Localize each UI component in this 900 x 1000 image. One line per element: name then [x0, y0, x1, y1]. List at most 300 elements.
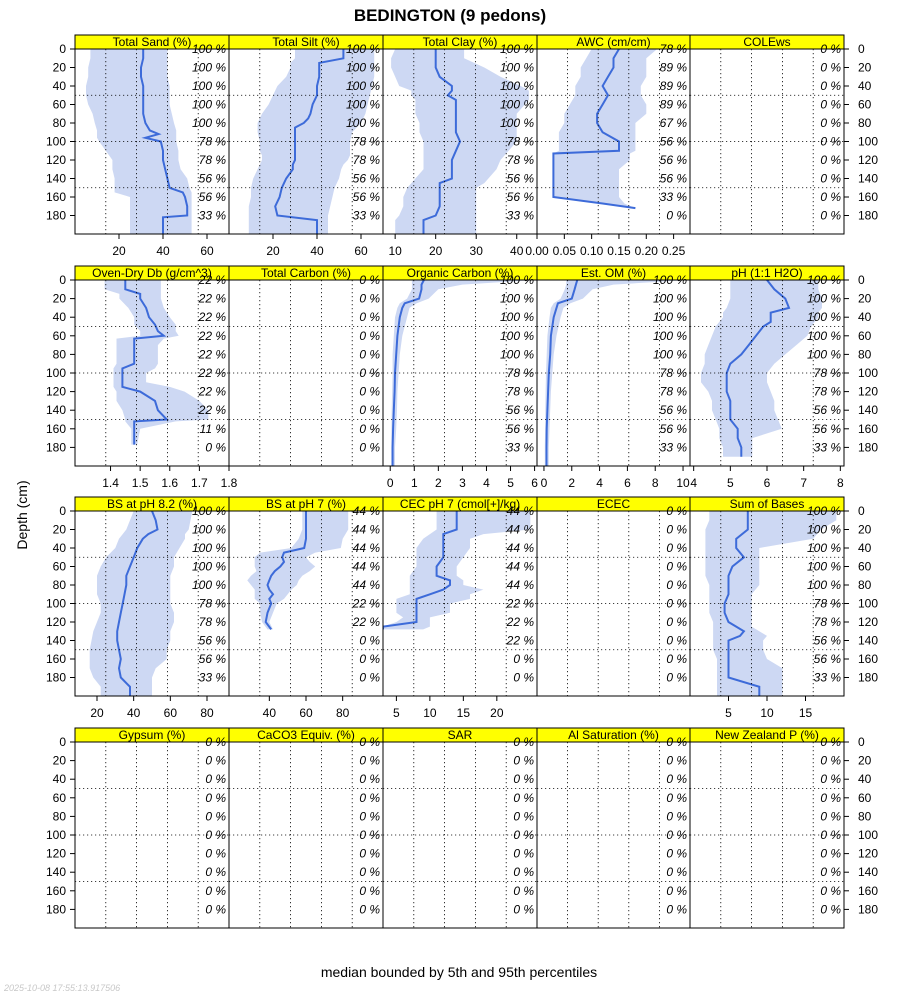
x-tick-label: 40 — [310, 244, 324, 258]
data-coverage-label: 0 % — [205, 790, 226, 805]
x-tick-label: 1 — [410, 476, 418, 490]
x-axis-caption: median bounded by 5th and 95th percentiles — [320, 964, 598, 980]
data-coverage-label: 56 % — [813, 421, 841, 436]
data-coverage-label: 0 % — [205, 883, 226, 898]
data-coverage-label: 44 % — [352, 504, 380, 518]
data-coverage-label: 56 % — [198, 190, 226, 204]
panel — [229, 728, 383, 928]
y-tick-label-right: 180 — [858, 902, 879, 917]
data-coverage-label: 0 % — [820, 735, 841, 749]
data-coverage-label: 100 % — [499, 97, 534, 112]
data-coverage-label: 0 % — [513, 846, 534, 861]
y-tick-label-right: 40 — [858, 772, 872, 787]
data-coverage-label: 0 % — [359, 347, 380, 362]
data-coverage-label: 0 % — [666, 559, 687, 574]
data-coverage-label: 0 % — [666, 883, 687, 898]
panel — [537, 266, 690, 490]
percentile-band — [247, 511, 348, 629]
y-tick-label-right: 160 — [858, 883, 879, 898]
data-coverage-label: 0 % — [666, 596, 687, 611]
data-coverage-label: 0 % — [820, 97, 841, 112]
data-coverage-label: 0 % — [820, 79, 841, 93]
data-coverage-label: 56 % — [659, 171, 687, 186]
data-coverage-label: 0 % — [513, 753, 534, 768]
data-coverage-label: 22 % — [198, 403, 226, 418]
data-coverage-label: 0 % — [359, 366, 380, 380]
x-tick-label: 20 — [112, 244, 126, 258]
data-coverage-label: 0 % — [666, 615, 687, 629]
data-coverage-label: 100 % — [345, 97, 380, 112]
data-coverage-label: 0 % — [513, 670, 534, 685]
y-tick-label-right: 20 — [858, 522, 872, 537]
panel — [75, 497, 229, 720]
x-tick-label: 0.15 — [607, 244, 631, 258]
data-coverage-label: 100 % — [191, 60, 226, 75]
y-tick-label-right: 80 — [858, 578, 872, 592]
data-coverage-label: 22 % — [198, 366, 226, 380]
y-tick-label-right: 60 — [858, 97, 872, 112]
data-coverage-label: 100 % — [806, 328, 841, 343]
data-coverage-label: 0 % — [205, 753, 226, 768]
data-coverage-label: 100 % — [499, 347, 534, 362]
data-coverage-label: 0 % — [513, 883, 534, 898]
panel-strip-label: AWC (cm/cm) — [576, 35, 651, 49]
data-coverage-label: 100 % — [499, 79, 534, 93]
data-coverage-label: 0 % — [666, 504, 687, 518]
x-tick-label: 20 — [490, 706, 504, 720]
data-coverage-label: 44 % — [352, 559, 380, 574]
data-coverage-label: 100 % — [499, 291, 534, 306]
data-coverage-label: 100 % — [499, 328, 534, 343]
panel-strip-label: Est. OM (%) — [580, 266, 647, 280]
y-tick-label-left: 0 — [59, 42, 66, 56]
panel-strip-label: Total Carbon (%) — [260, 266, 352, 280]
data-coverage-label: 100 % — [191, 504, 226, 518]
data-coverage-label: 100 % — [499, 60, 534, 75]
data-coverage-label: 100 % — [345, 79, 380, 93]
data-coverage-label: 56 % — [659, 421, 687, 436]
y-tick-label-left: 140 — [45, 633, 66, 648]
data-coverage-label: 0 % — [820, 828, 841, 842]
y-tick-label-left: 0 — [59, 504, 66, 518]
data-coverage-label: 0 % — [820, 790, 841, 805]
y-tick-label-left: 60 — [52, 97, 66, 112]
x-tick-label: 0.25 — [661, 244, 686, 258]
data-coverage-label: 100 % — [806, 310, 841, 325]
x-tick-label: 60 — [354, 244, 368, 258]
data-coverage-label: 0 % — [820, 883, 841, 898]
x-tick-label: 10 — [388, 244, 402, 258]
data-coverage-label: 100 % — [652, 347, 687, 362]
data-coverage-label: 0 % — [820, 60, 841, 75]
y-tick-label-left: 60 — [52, 559, 66, 574]
x-tick-label: 4 — [596, 476, 603, 490]
data-coverage-label: 56 % — [352, 171, 380, 186]
data-coverage-label: 0 % — [205, 809, 226, 824]
data-coverage-label: 100 % — [191, 97, 226, 112]
y-tick-label-left: 60 — [52, 328, 66, 343]
data-coverage-label: 56 % — [813, 652, 841, 666]
data-coverage-label: 0 % — [666, 541, 687, 555]
data-coverage-label: 56 % — [813, 633, 841, 648]
panel — [75, 728, 229, 928]
y-tick-label-right: 80 — [858, 116, 872, 130]
data-coverage-label: 0 % — [666, 809, 687, 824]
data-coverage-label: 44 % — [506, 578, 534, 592]
y-tick-label-right: 120 — [858, 846, 879, 861]
panel-strip-label: SAR — [447, 728, 473, 742]
data-coverage-label: 0 % — [820, 208, 841, 223]
data-coverage-label: 0 % — [666, 902, 687, 917]
data-coverage-label: 44 % — [506, 541, 534, 555]
y-tick-label-right: 60 — [858, 790, 872, 805]
panel-strip-label: CaCO3 Equiv. (%) — [257, 728, 355, 742]
data-coverage-label: 100 % — [806, 541, 841, 555]
data-coverage-label: 0 % — [820, 42, 841, 56]
data-coverage-label: 100 % — [499, 42, 534, 56]
y-tick-label-left: 80 — [52, 347, 66, 362]
y-tick-label-left: 100 — [45, 828, 66, 842]
panel — [75, 266, 238, 490]
y-tick-label-left: 180 — [45, 670, 66, 685]
data-coverage-label: 100 % — [191, 578, 226, 592]
y-tick-label-left: 80 — [52, 578, 66, 592]
data-coverage-label: 100 % — [499, 273, 534, 287]
data-coverage-label: 100 % — [806, 522, 841, 537]
data-coverage-label: 0 % — [666, 846, 687, 861]
data-coverage-label: 0 % — [359, 883, 380, 898]
data-coverage-label: 78 % — [198, 615, 226, 629]
y-tick-label-left: 40 — [52, 310, 66, 325]
y-tick-label-right: 0 — [858, 273, 865, 287]
data-coverage-label: 78 % — [506, 384, 534, 399]
data-coverage-label: 33 % — [659, 440, 687, 455]
x-tick-label: 0.00 — [525, 244, 549, 258]
panel-strip-label: BS at pH 7 (%) — [265, 497, 347, 511]
data-coverage-label: 33 % — [506, 440, 534, 455]
data-coverage-label: 100 % — [806, 347, 841, 362]
data-coverage-label: 100 % — [806, 504, 841, 518]
y-tick-label-right: 20 — [858, 60, 872, 75]
y-tick-label-left: 20 — [52, 291, 66, 306]
data-coverage-label: 0 % — [359, 902, 380, 917]
x-tick-label: 80 — [335, 706, 350, 720]
panel — [690, 35, 844, 234]
y-tick-label-left: 140 — [45, 403, 66, 418]
y-tick-label-left: 40 — [52, 541, 66, 555]
data-coverage-label: 0 % — [820, 171, 841, 186]
x-tick-label: 80 — [200, 706, 214, 720]
y-tick-label-left: 100 — [45, 596, 66, 611]
panel-strip-label: Total Clay (%) — [422, 35, 498, 49]
data-coverage-label: 100 % — [806, 291, 841, 306]
x-tick-label: 20 — [429, 244, 443, 258]
data-coverage-label: 0 % — [513, 828, 534, 842]
data-coverage-label: 100 % — [191, 116, 226, 130]
data-coverage-label: 0 % — [359, 440, 380, 455]
x-tick-label: 0.05 — [552, 244, 577, 258]
data-coverage-label: 0 % — [513, 809, 534, 824]
y-tick-label-right: 100 — [858, 366, 879, 380]
data-coverage-label: 0 % — [205, 772, 226, 787]
panel — [537, 497, 690, 696]
percentile-band — [90, 511, 193, 696]
data-coverage-label: 0 % — [359, 865, 380, 880]
data-coverage-label: 100 % — [652, 273, 687, 287]
data-coverage-label: 0 % — [666, 772, 687, 787]
x-tick-label: 30 — [469, 244, 483, 258]
panel — [383, 35, 537, 258]
data-coverage-label: 78 % — [506, 153, 534, 167]
panel — [690, 497, 844, 720]
y-tick-label-right: 60 — [858, 328, 872, 343]
data-coverage-label: 0 % — [666, 578, 687, 592]
y-tick-label-left: 40 — [52, 79, 66, 93]
data-coverage-label: 0 % — [513, 865, 534, 880]
data-coverage-label: 0 % — [359, 273, 380, 287]
data-coverage-label: 0 % — [359, 809, 380, 824]
x-tick-label: 5 — [507, 476, 514, 490]
data-coverage-label: 100 % — [191, 541, 226, 555]
data-coverage-label: 0 % — [359, 633, 380, 648]
y-tick-label-left: 0 — [59, 273, 66, 287]
data-coverage-label: 0 % — [205, 735, 226, 749]
data-coverage-label: 100 % — [652, 328, 687, 343]
data-coverage-label: 0 % — [666, 652, 687, 666]
y-tick-label-right: 40 — [858, 310, 872, 325]
data-coverage-label: 100 % — [191, 79, 226, 93]
y-tick-label-right: 100 — [858, 134, 879, 149]
data-coverage-label: 0 % — [820, 846, 841, 861]
x-tick-label: 1.5 — [131, 476, 149, 490]
panel — [229, 266, 383, 466]
y-tick-label-left: 180 — [45, 440, 66, 455]
x-tick-label: 40 — [156, 244, 170, 258]
data-coverage-label: 67 % — [659, 116, 687, 130]
panel — [229, 35, 383, 258]
data-coverage-label: 44 % — [506, 504, 534, 518]
data-coverage-label: 78 % — [659, 42, 687, 56]
y-tick-label-right: 120 — [858, 384, 879, 399]
data-coverage-label: 0 % — [666, 790, 687, 805]
data-coverage-label: 22 % — [198, 384, 226, 399]
data-coverage-label: 0 % — [205, 846, 226, 861]
data-coverage-label: 0 % — [820, 902, 841, 917]
data-coverage-label: 56 % — [198, 633, 226, 648]
y-tick-label-left: 100 — [45, 366, 66, 380]
panel-grid — [46, 35, 878, 928]
panel-strip-label: pH (1:1 H2O) — [731, 266, 803, 280]
percentile-band — [701, 280, 822, 457]
data-coverage-label: 78 % — [659, 384, 687, 399]
panel-strip-label: Total Silt (%) — [272, 35, 340, 49]
data-coverage-label: 0 % — [666, 208, 687, 223]
data-coverage-label: 100 % — [191, 42, 226, 56]
data-coverage-label: 33 % — [198, 670, 226, 685]
panel — [525, 35, 690, 258]
data-coverage-label: 0 % — [820, 116, 841, 130]
y-tick-label-left: 140 — [45, 171, 66, 186]
data-coverage-label: 0 % — [359, 403, 380, 418]
data-coverage-label: 78 % — [198, 596, 226, 611]
timestamp: 2025-10-08 17:55:13.917506 — [4, 983, 121, 993]
y-tick-label-left: 180 — [45, 208, 66, 223]
x-tick-label: 15 — [798, 706, 813, 720]
data-coverage-label: 0 % — [205, 865, 226, 880]
data-coverage-label: 22 % — [198, 310, 226, 325]
data-coverage-label: 0 % — [359, 652, 380, 666]
x-tick-label: 20 — [90, 706, 104, 720]
panel — [537, 728, 690, 928]
y-tick-label-right: 160 — [858, 190, 879, 204]
data-coverage-label: 0 % — [820, 809, 841, 824]
data-coverage-label: 0 % — [359, 735, 380, 749]
data-coverage-label: 100 % — [652, 310, 687, 325]
x-tick-label: 5 — [725, 706, 732, 720]
data-coverage-label: 33 % — [813, 670, 841, 685]
data-coverage-label: 22 % — [198, 291, 226, 306]
data-coverage-label: 56 % — [352, 190, 380, 204]
x-tick-label: 10 — [423, 706, 437, 720]
data-coverage-label: 0 % — [820, 134, 841, 149]
data-coverage-label: 100 % — [345, 116, 380, 130]
y-tick-label-right: 100 — [858, 828, 879, 842]
data-coverage-label: 0 % — [820, 190, 841, 204]
x-tick-label: 15 — [456, 706, 471, 720]
y-tick-label-right: 180 — [858, 440, 879, 455]
panel — [383, 728, 537, 928]
data-coverage-label: 0 % — [820, 772, 841, 787]
data-coverage-label: 0 % — [359, 790, 380, 805]
panel-strip-label: BS at pH 8.2 (%) — [106, 497, 198, 511]
panel — [229, 497, 383, 720]
data-coverage-label: 100 % — [345, 60, 380, 75]
x-tick-label: 0 — [540, 476, 548, 490]
y-tick-label-right: 120 — [858, 153, 879, 167]
y-tick-label-right: 160 — [858, 652, 879, 666]
panel — [75, 35, 229, 258]
data-coverage-label: 0 % — [666, 828, 687, 842]
x-tick-label: 8 — [836, 476, 844, 490]
y-tick-label-right: 120 — [858, 615, 879, 629]
x-tick-label: 0.20 — [634, 244, 658, 258]
x-tick-label: 20 — [266, 244, 280, 258]
y-tick-label-left: 140 — [45, 865, 66, 880]
data-coverage-label: 22 % — [352, 596, 380, 611]
x-tick-label: 3 — [459, 476, 466, 490]
data-coverage-label: 44 % — [506, 522, 534, 537]
data-coverage-label: 44 % — [352, 578, 380, 592]
data-coverage-label: 11 % — [199, 421, 226, 436]
data-coverage-label: 56 % — [659, 134, 687, 149]
y-tick-label-left: 160 — [45, 652, 66, 666]
data-coverage-label: 0 % — [205, 902, 226, 917]
y-tick-label-right: 180 — [858, 670, 879, 685]
data-coverage-label: 78 % — [198, 134, 226, 149]
data-coverage-label: 33 % — [813, 440, 841, 455]
data-coverage-label: 100 % — [806, 559, 841, 574]
data-coverage-label: 0 % — [820, 865, 841, 880]
data-coverage-label: 78 % — [813, 615, 841, 629]
x-tick-label: 60 — [299, 706, 313, 720]
panel-strip-label: Total Sand (%) — [112, 35, 192, 49]
data-coverage-label: 44 % — [506, 559, 534, 574]
data-coverage-label: 0 % — [359, 328, 380, 343]
data-coverage-label: 89 % — [659, 60, 687, 75]
data-coverage-label: 22 % — [198, 328, 226, 343]
data-coverage-label: 0 % — [359, 421, 380, 436]
y-tick-label-right: 140 — [858, 633, 879, 648]
x-tick-label: 0 — [386, 476, 394, 490]
data-coverage-label: 78 % — [506, 134, 534, 149]
data-coverage-label: 0 % — [359, 310, 380, 325]
data-coverage-label: 100 % — [191, 522, 226, 537]
y-tick-label-right: 80 — [858, 347, 872, 362]
panel — [690, 266, 844, 490]
data-coverage-label: 0 % — [666, 735, 687, 749]
data-coverage-label: 78 % — [506, 366, 534, 380]
data-coverage-label: 0 % — [359, 670, 380, 685]
data-coverage-label: 78 % — [813, 366, 841, 380]
data-coverage-label: 100 % — [499, 116, 534, 130]
data-coverage-label: 0 % — [359, 291, 380, 306]
x-tick-label: 40 — [262, 706, 277, 720]
x-tick-label: 1.4 — [102, 476, 119, 490]
data-coverage-label: 0 % — [666, 670, 687, 685]
data-coverage-label: 56 % — [506, 190, 534, 204]
y-tick-label-left: 20 — [52, 522, 66, 537]
data-coverage-label: 0 % — [359, 828, 380, 842]
x-tick-label: 2 — [568, 476, 576, 490]
data-coverage-label: 78 % — [813, 384, 841, 399]
data-coverage-label: 22 % — [506, 615, 534, 629]
data-coverage-label: 56 % — [506, 403, 534, 418]
data-coverage-label: 0 % — [666, 865, 687, 880]
y-axis-label: Depth (cm) — [14, 480, 30, 550]
y-tick-label-right: 20 — [858, 753, 872, 768]
data-coverage-label: 78 % — [352, 134, 380, 149]
data-coverage-label: 0 % — [513, 790, 534, 805]
x-tick-label: 5 — [726, 476, 734, 490]
x-tick-label: 2 — [435, 476, 442, 490]
y-tick-label-left: 80 — [52, 116, 66, 130]
data-coverage-label: 0 % — [666, 633, 687, 648]
y-tick-label-left: 180 — [45, 902, 66, 917]
data-coverage-label: 78 % — [813, 596, 841, 611]
y-tick-label-right: 180 — [858, 208, 879, 223]
data-coverage-label: 100 % — [345, 42, 380, 56]
data-coverage-label: 100 % — [806, 578, 841, 592]
data-coverage-label: 33 % — [506, 208, 534, 223]
y-tick-label-left: 60 — [52, 790, 66, 805]
data-coverage-label: 100 % — [191, 559, 226, 574]
panel-strip-label: COLEws — [743, 35, 791, 49]
data-coverage-label: 44 % — [352, 522, 380, 537]
panel-strip-label: Sum of Bases — [729, 497, 805, 511]
panel — [383, 266, 538, 490]
panel-strip-label: Al Saturation (%) — [568, 728, 659, 742]
y-tick-label-left: 100 — [45, 134, 66, 149]
x-tick-label: 60 — [200, 244, 214, 258]
data-coverage-label: 56 % — [506, 421, 534, 436]
y-tick-label-right: 140 — [858, 403, 879, 418]
data-coverage-label: 22 % — [198, 347, 226, 362]
x-tick-label: 1.6 — [161, 476, 179, 490]
y-tick-label-left: 160 — [45, 883, 66, 898]
x-tick-label: 10 — [760, 706, 774, 720]
data-coverage-label: 22 % — [506, 596, 534, 611]
y-tick-label-left: 0 — [59, 735, 66, 749]
